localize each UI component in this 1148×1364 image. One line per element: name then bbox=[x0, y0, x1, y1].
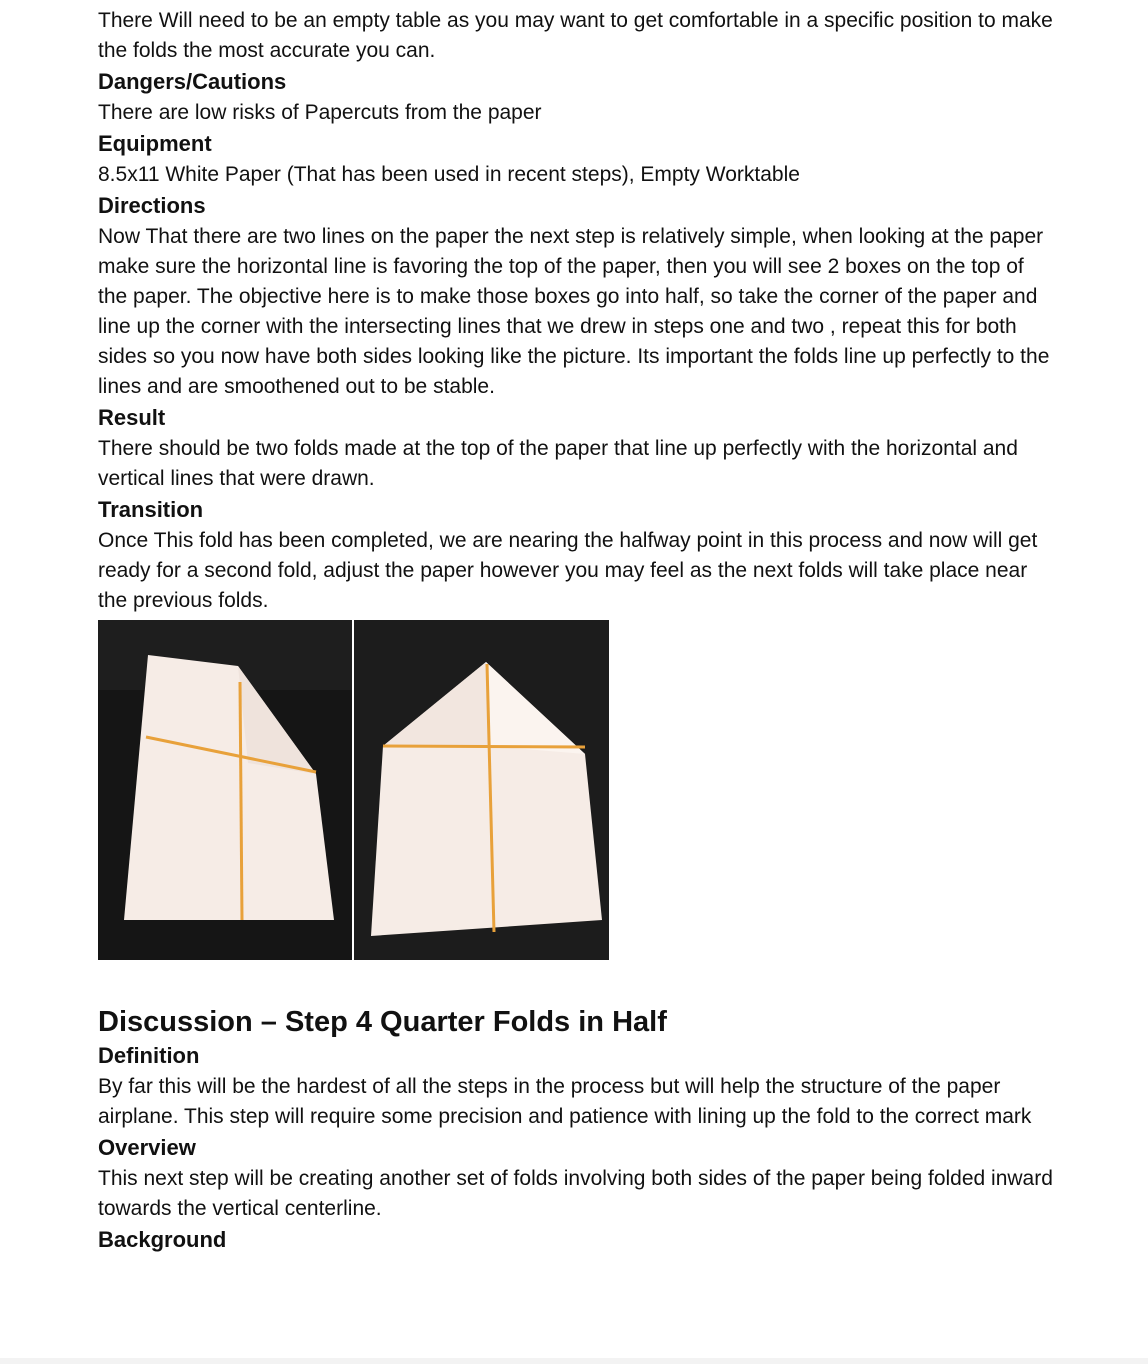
page-bottom-edge bbox=[0, 1358, 1148, 1364]
background-heading: Background bbox=[98, 1227, 227, 1252]
definition-text: By far this will be the hardest of all the steps in the process but will help the structure of the paper airplane. This step will require some precision and patience with lining up the fold to the correct mark bbox=[98, 1075, 1032, 1128]
equipment-heading: Equipment bbox=[98, 131, 212, 156]
directions-heading: Directions bbox=[98, 193, 206, 218]
paper-folded-one-corner-image bbox=[98, 620, 352, 960]
intro-paragraph: There Will need to be an empty table as you may want to get comfortable in a specific position to make the folds the most accurate you can. bbox=[98, 9, 1053, 62]
photo-both-sides-folded bbox=[354, 620, 609, 960]
photo-one-side-folded bbox=[98, 620, 352, 960]
overview-heading: Overview bbox=[98, 1135, 196, 1160]
definition-heading: Definition bbox=[98, 1043, 200, 1068]
equipment-text: 8.5x11 White Paper (That has been used in recent steps), Empty Worktable bbox=[98, 163, 800, 186]
directions-text: Now That there are two lines on the paper the next step is relatively simple, when looking at the paper make sure the horizontal line is favoring the top of the paper, then you will see 2 boxes on the top of the paper. The objective here is to make those boxes go into half, so take the corner of the paper and line up the corner with the intersecting lines that we drew in steps one and two , repeat this for both sides so you now have both sides looking like the picture. Its important the folds line up perfectly to the lines and are smoothened out to be stable. bbox=[98, 225, 1050, 398]
dangers-text: There are low risks of Papercuts from the paper bbox=[98, 101, 542, 124]
section-title: Discussion – Step 4 Quarter Folds in Half bbox=[98, 1006, 667, 1038]
result-heading: Result bbox=[98, 405, 166, 430]
transition-text: Once This fold has been completed, we are nearing the halfway point in this process and now will get ready for a second fold, adjust the paper however you may feel as the next folds will take place near the previous folds. bbox=[98, 529, 1038, 612]
fold-photos bbox=[98, 620, 610, 962]
paper-folded-both-corners-image bbox=[354, 620, 609, 960]
result-text: There should be two folds made at the top of the paper that line up perfectly with the horizontal and vertical lines that were drawn. bbox=[98, 437, 1018, 490]
dangers-heading: Dangers/Cautions bbox=[98, 69, 287, 94]
document-page bbox=[98, 6, 1058, 1256]
overview-text: This next step will be creating another set of folds involving both sides of the paper being folded inward towards the vertical centerline. bbox=[98, 1167, 1053, 1220]
transition-heading: Transition bbox=[98, 497, 204, 522]
